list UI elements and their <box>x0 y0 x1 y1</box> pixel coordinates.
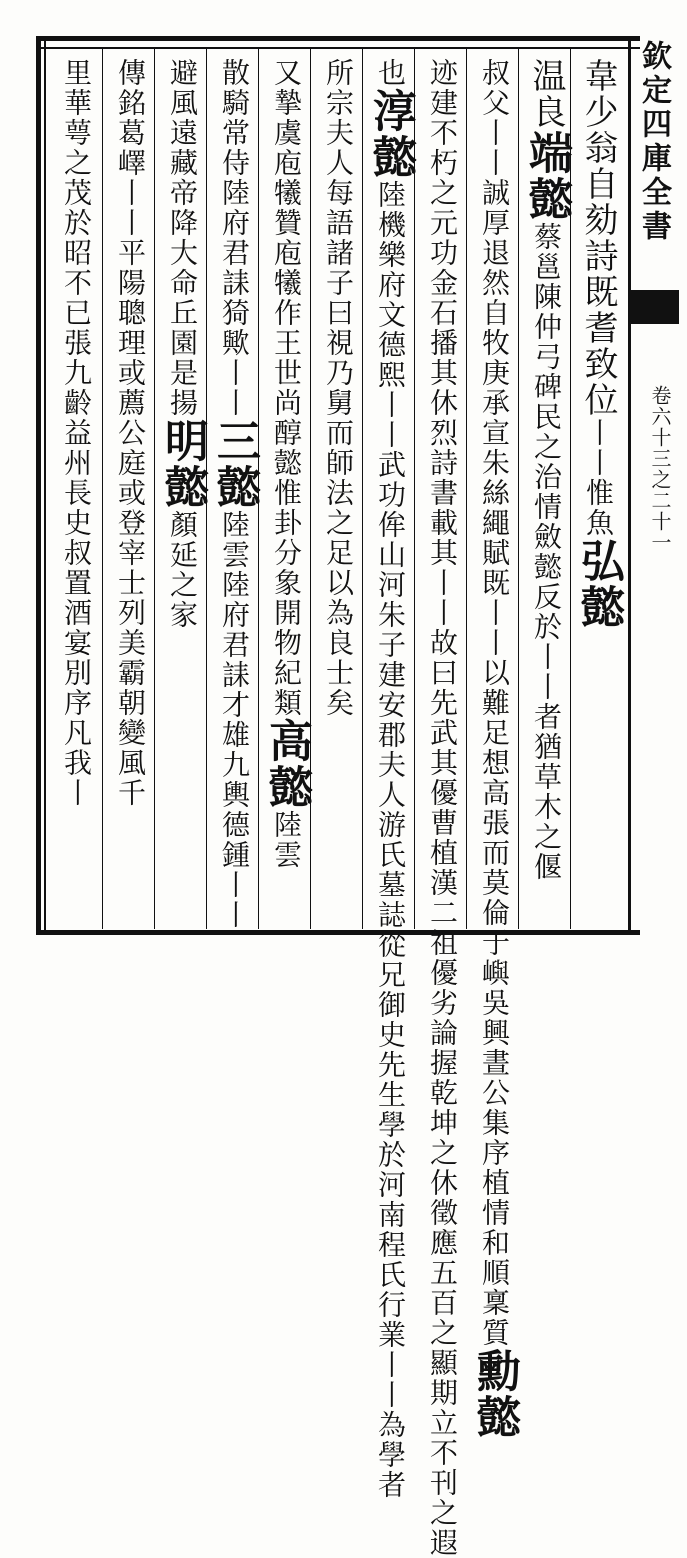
left-border <box>36 36 41 935</box>
left-inner-border <box>44 36 46 935</box>
column-rule <box>466 49 467 929</box>
column-text: 叔父 <box>478 58 511 118</box>
column-text: 温良 <box>526 58 566 130</box>
text-column-10 <box>108 58 152 918</box>
book-title: 欽定四庫全書 <box>636 40 671 244</box>
text-column-1 <box>573 58 624 918</box>
column-text: 丨丨惟魚 <box>582 418 615 538</box>
column-text: 陸雲陸府君誄才雄九輿德鍾丨丨 <box>218 510 251 930</box>
headword: 勳懿 <box>469 1348 520 1440</box>
text-column-11 <box>54 58 98 918</box>
column-text: 陸機樂府文德熙丨丨武功侔山河朱子建安郡夫人游氏墓誌從兄御史先生學於河南程氏行業丨丨為學者 <box>374 180 407 1500</box>
text-column-7 <box>261 58 312 918</box>
column-rule <box>518 49 519 929</box>
headword: 淳懿 <box>365 88 416 180</box>
headword: 端懿 <box>521 130 572 222</box>
bottom-border <box>40 930 640 935</box>
column-text: 也 <box>374 58 407 88</box>
volume-label: 卷六十三之二十一 <box>648 385 672 553</box>
column-text: 里華萼之茂於昭不已張九齡益州長史叔置酒宴別序凡我丨 <box>60 58 93 808</box>
column-text: 功金石播其休烈詩書載其丨丨故曰先武其優曹植漢二祖優劣論握乾坤之休徵應五百之顯期立不刊之遐 <box>426 238 459 1558</box>
text-column-3 <box>469 58 520 1440</box>
text-column-5 <box>365 58 416 1500</box>
headword: 三懿 <box>209 418 260 510</box>
headword: 高懿 <box>261 718 312 810</box>
column-rule <box>362 49 363 929</box>
column-text: 蔡邕陳仲弓碑民之治情斂懿反於丨丨者猶草木之偃 <box>530 222 563 882</box>
column-rule <box>102 49 103 929</box>
text-column-9 <box>157 58 208 918</box>
column-text: 陸雲 <box>270 810 303 870</box>
headword: 明懿 <box>157 418 208 510</box>
fishtail-mark <box>631 290 679 324</box>
column-text: 韋少翁自劾詩既耆致位 <box>578 58 618 418</box>
column-rule <box>154 49 155 929</box>
text-column-8 <box>209 58 260 930</box>
top-inner-border <box>40 47 640 49</box>
column-text: 所宗夫人每語諸子曰視乃舅而師法之足以為良士矣 <box>322 58 355 718</box>
column-text: 迹建不朽之元 <box>426 58 459 238</box>
column-text: 丨丨誠厚退然自牧庚承宣朱絲繩賦既丨丨以難足想高張而莫倫于嶼吳興晝公集序植情和順稟質 <box>478 118 511 1348</box>
column-text: 顏延之家 <box>166 510 199 630</box>
text-column-4 <box>420 58 464 1558</box>
headword: 弘懿 <box>573 538 624 630</box>
column-text: 散騎常侍陸府君誄猗歟丨丨 <box>218 58 251 418</box>
column-rule <box>414 49 415 929</box>
text-column-2 <box>521 58 572 918</box>
column-text: 避風遠藏帝降大命丘園是揚 <box>166 58 199 418</box>
text-column-6 <box>316 58 360 918</box>
column-text: 傳銘葛嶧丨丨平陽聰理或薦公庭或登宰士列美霸朝變風千 <box>114 58 147 808</box>
top-border <box>40 36 640 41</box>
column-text: 又摯虞庖犧贊庖犧作王世尚醇懿惟卦分象開物紀類 <box>270 58 303 718</box>
